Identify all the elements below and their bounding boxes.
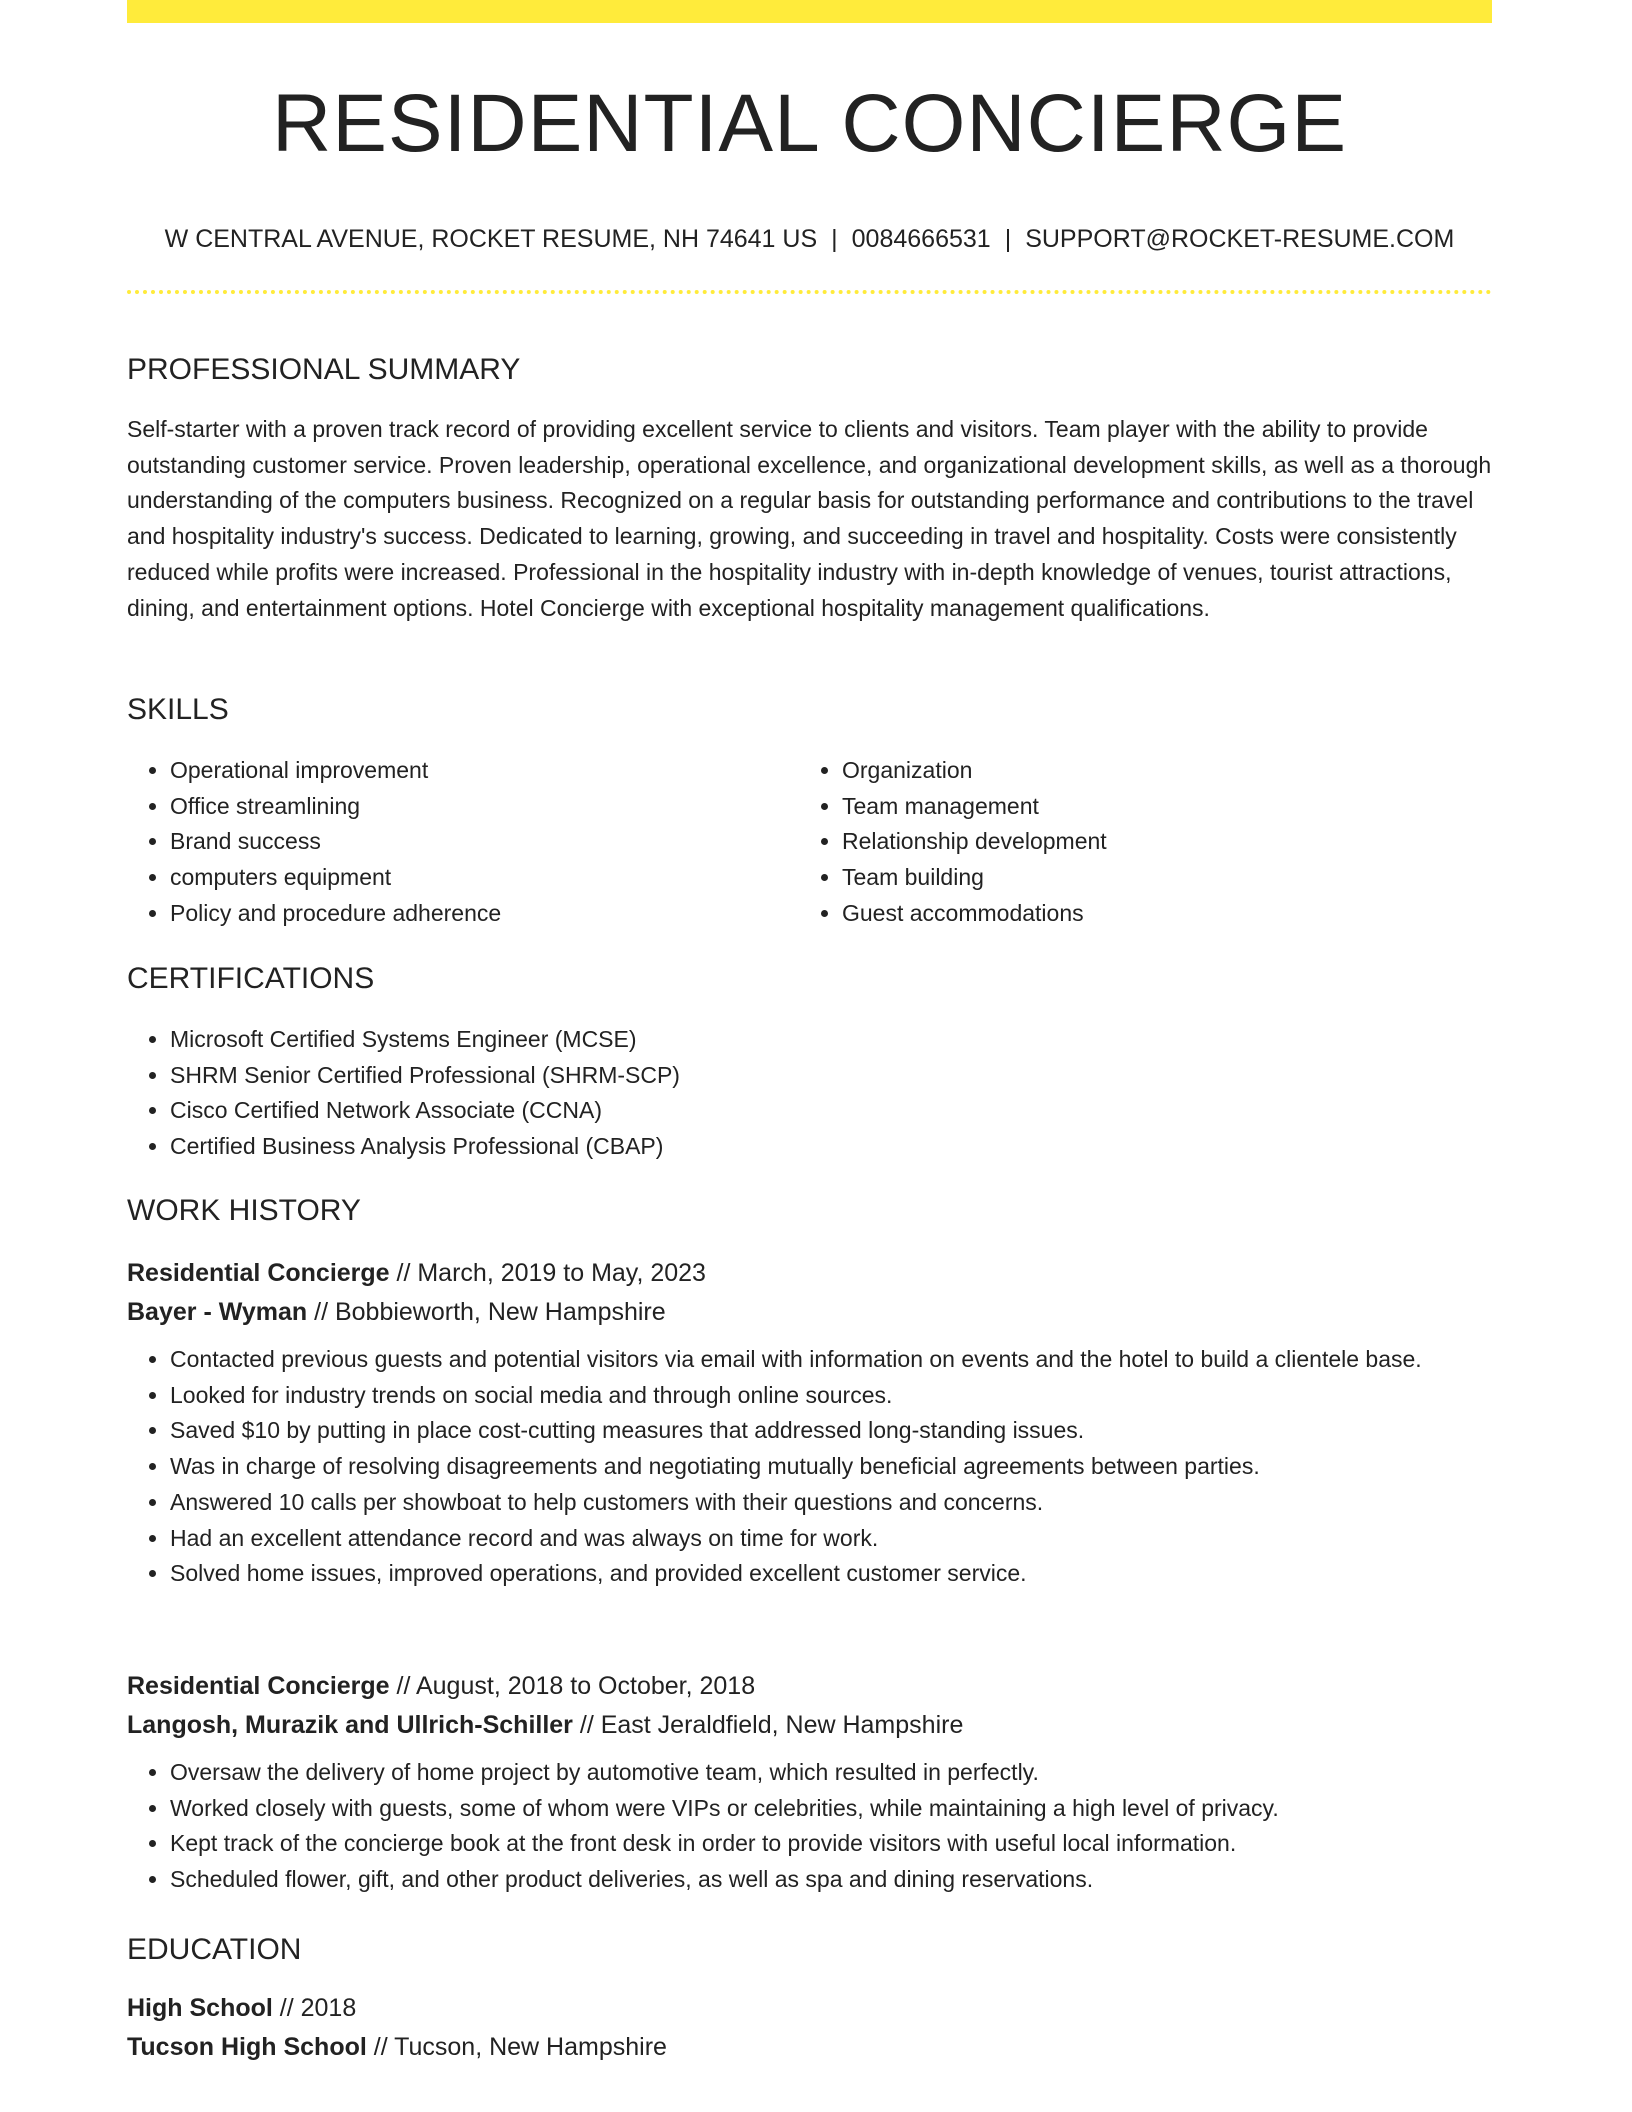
summary-section bbox=[127, 355, 1492, 626]
job-location: // East Jeraldfield, New Hampshire bbox=[572, 1711, 964, 1739]
job-location: // Bobbieworth, New Hampshire bbox=[307, 1298, 666, 1326]
skill-item: • Relationship development bbox=[842, 824, 1471, 860]
skills-grid bbox=[127, 753, 1492, 932]
skill-item: • computers equipment bbox=[170, 860, 799, 896]
email: SUPPORT@ROCKET-RESUME.COM bbox=[1025, 225, 1455, 253]
job-bullet: • Saved $10 by putting in place cost-cutting measures that addressed long-standing issues. bbox=[170, 1413, 1492, 1449]
certification-item: • Cisco Certified Network Associate (CCNA) bbox=[170, 1093, 1492, 1129]
job-bullet: • Scheduled flower, gift, and other product deliveries, as well as spa and dining reservations. bbox=[170, 1862, 1492, 1898]
section-title-certifications: CERTIFICATIONS bbox=[127, 962, 375, 995]
skill-item: • Operational improvement bbox=[170, 753, 799, 789]
education-location: // Tucson, New Hampshire bbox=[366, 2033, 667, 2061]
job-entry bbox=[127, 1667, 1492, 1898]
certification-item: • Certified Business Analysis Professional (CBAP) bbox=[170, 1129, 1492, 1165]
certifications-section bbox=[127, 964, 1492, 1165]
separator: | bbox=[831, 225, 838, 253]
job-entry bbox=[127, 1254, 1492, 1592]
job-company: Bayer - Wyman bbox=[127, 1298, 308, 1326]
education-school: Tucson High School bbox=[127, 2033, 367, 2061]
job-company-line bbox=[127, 1293, 1492, 1332]
section-title-skills: SKILLS bbox=[127, 693, 229, 726]
skill-item: • Guest accommodations bbox=[842, 896, 1471, 932]
job-bullets bbox=[127, 1342, 1492, 1592]
contact-line bbox=[127, 227, 1492, 252]
education-year: // 2018 bbox=[272, 1994, 357, 2022]
skill-item: • Policy and procedure adherence bbox=[170, 896, 799, 932]
address: W CENTRAL AVENUE, ROCKET RESUME, NH 74641 US bbox=[164, 225, 818, 253]
job-role: Residential Concierge bbox=[127, 1259, 390, 1287]
section-title-work-history: WORK HISTORY bbox=[127, 1194, 361, 1227]
skill-item: • Brand success bbox=[170, 824, 799, 860]
skills-column-right bbox=[799, 753, 1471, 932]
candidate-title: RESIDENTIAL CONCIERGE bbox=[271, 78, 1348, 169]
job-bullet: • Was in charge of resolving disagreements and negotiating mutually beneficial agreements between parties. bbox=[170, 1449, 1492, 1485]
job-bullet: • Had an excellent attendance record and was always on time for work. bbox=[170, 1521, 1492, 1557]
education-section bbox=[127, 1935, 1492, 2067]
skills-list-right bbox=[799, 753, 1471, 932]
skill-item: • Organization bbox=[842, 753, 1471, 789]
phone: 0084666531 bbox=[851, 225, 991, 253]
job-bullet: • Looked for industry trends on social media and through online sources. bbox=[170, 1378, 1492, 1414]
accent-top-bar bbox=[127, 0, 1492, 23]
job-bullet: • Contacted previous guests and potential visitors via email with information on events and the hotel to build a clientele base. bbox=[170, 1342, 1492, 1378]
job-bullets bbox=[127, 1755, 1492, 1898]
job-company: Langosh, Murazik and Ullrich-Schiller bbox=[127, 1711, 573, 1739]
education-degree-line bbox=[127, 1989, 1492, 2028]
education-school-line bbox=[127, 2028, 1492, 2067]
skills-list-left bbox=[127, 753, 799, 932]
job-dates: // March, 2019 to May, 2023 bbox=[389, 1259, 706, 1287]
certification-item: • Microsoft Certified Systems Engineer (MCSE) bbox=[170, 1022, 1492, 1058]
job-bullet: • Answered 10 calls per showboat to help customers with their questions and concerns. bbox=[170, 1485, 1492, 1521]
job-company-line bbox=[127, 1706, 1492, 1745]
section-title-education: EDUCATION bbox=[127, 1933, 302, 1966]
job-title-line bbox=[127, 1667, 1492, 1706]
section-title-summary: PROFESSIONAL SUMMARY bbox=[127, 353, 521, 386]
job-bullet: • Worked closely with guests, some of whom were VIPs or celebrities, while maintaining a high level of privacy. bbox=[170, 1791, 1492, 1827]
skills-section bbox=[127, 695, 1492, 932]
job-bullet: • Oversaw the delivery of home project by automotive team, which resulted in perfectly. bbox=[170, 1755, 1492, 1791]
dotted-divider bbox=[127, 290, 1492, 294]
job-title-line bbox=[127, 1254, 1492, 1293]
summary-text: Self-starter with a proven track record of providing excellent service to clients and visitors. Team player with the ability to provide outstanding customer service. Proven leadership, operational excellence, and organizational development skills, as well as a thorough understanding of the computers business. Recognized on a regular basis for outstanding performance and contributions to the travel and hospitality industry's success. Dedicated to learning, growing, and succeeding in travel and hospitality. Costs were consistently reduced while profits were increased. Professional in the hospitality industry with in-depth knowledge of venues, tourist attractions, dining, and entertainment options. Hotel Concierge with exceptional hospitality management qualifications. bbox=[127, 416, 1492, 621]
education-degree: High School bbox=[127, 1994, 273, 2022]
job-dates: // August, 2018 to October, 2018 bbox=[389, 1672, 756, 1700]
skill-item: • Office streamlining bbox=[170, 789, 799, 825]
job-bullet: • Solved home issues, improved operations, and provided excellent customer service. bbox=[170, 1556, 1492, 1592]
job-bullet: • Kept track of the concierge book at the front desk in order to provide visitors with useful local information. bbox=[170, 1826, 1492, 1862]
certifications-list bbox=[127, 1022, 1492, 1165]
education-entry bbox=[127, 1989, 1492, 2067]
work-history-section bbox=[127, 1196, 1492, 1226]
job-role: Residential Concierge bbox=[127, 1672, 390, 1700]
skills-column-left bbox=[127, 753, 799, 932]
separator: | bbox=[1004, 225, 1012, 253]
certification-item: • SHRM Senior Certified Professional (SHRM-SCP) bbox=[170, 1058, 1492, 1094]
resume-page bbox=[127, 0, 1492, 2061]
skill-item: • Team building bbox=[842, 860, 1471, 896]
skill-item: • Team management bbox=[842, 789, 1471, 825]
